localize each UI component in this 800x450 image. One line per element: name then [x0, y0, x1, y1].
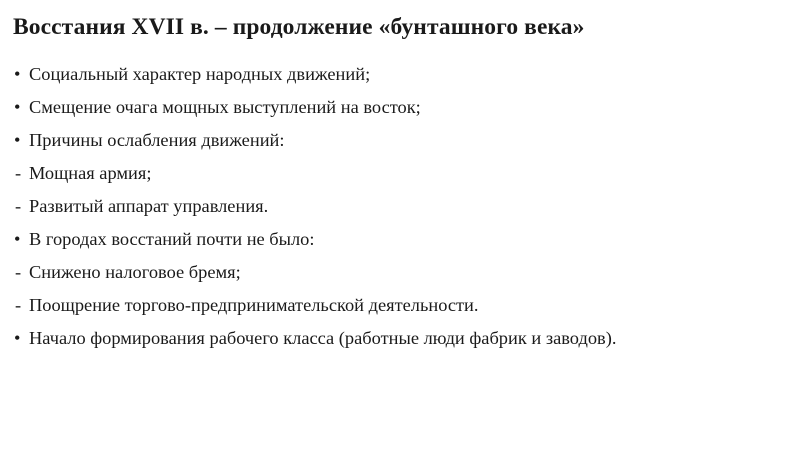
- list-item: [14, 190, 616, 223]
- bullet-marker: •: [14, 130, 21, 150]
- bullet-list: [14, 58, 616, 355]
- bullet-marker: •: [14, 97, 21, 117]
- dash-marker: -: [15, 295, 22, 315]
- list-item: [14, 223, 616, 256]
- list-item: [14, 322, 616, 355]
- list-item: [14, 124, 616, 157]
- dash-marker: -: [15, 163, 22, 183]
- list-item: [14, 157, 616, 190]
- list-item-text: В городах восстаний почти не было:: [29, 229, 315, 249]
- list-item-text: Мощная армия;: [29, 163, 152, 183]
- list-item-text: Развитый аппарат управления.: [29, 196, 269, 216]
- bullet-marker: •: [14, 64, 21, 84]
- bullet-marker: •: [14, 328, 21, 348]
- list-item-text: Социальный характер народных движений;: [29, 64, 371, 84]
- dash-marker: -: [15, 196, 22, 216]
- slide-title: Восстания XVII в. – продолжение «бунташного века»: [13, 14, 585, 40]
- list-item: [14, 256, 616, 289]
- bullet-marker: •: [14, 229, 21, 249]
- list-item-text: Начало формирования рабочего класса (работные люди фабрик и заводов).: [29, 328, 617, 348]
- list-item-text: Снижено налоговое бремя;: [29, 262, 241, 282]
- list-item-text: Поощрение торгово-предпринимательской деятельности.: [29, 295, 479, 315]
- list-item-text: Причины ослабления движений:: [29, 130, 285, 150]
- list-item: [14, 58, 616, 91]
- list-item: [14, 91, 616, 124]
- dash-marker: -: [15, 262, 22, 282]
- list-item: [14, 289, 616, 322]
- list-item-text: Смещение очага мощных выступлений на восток;: [29, 97, 421, 117]
